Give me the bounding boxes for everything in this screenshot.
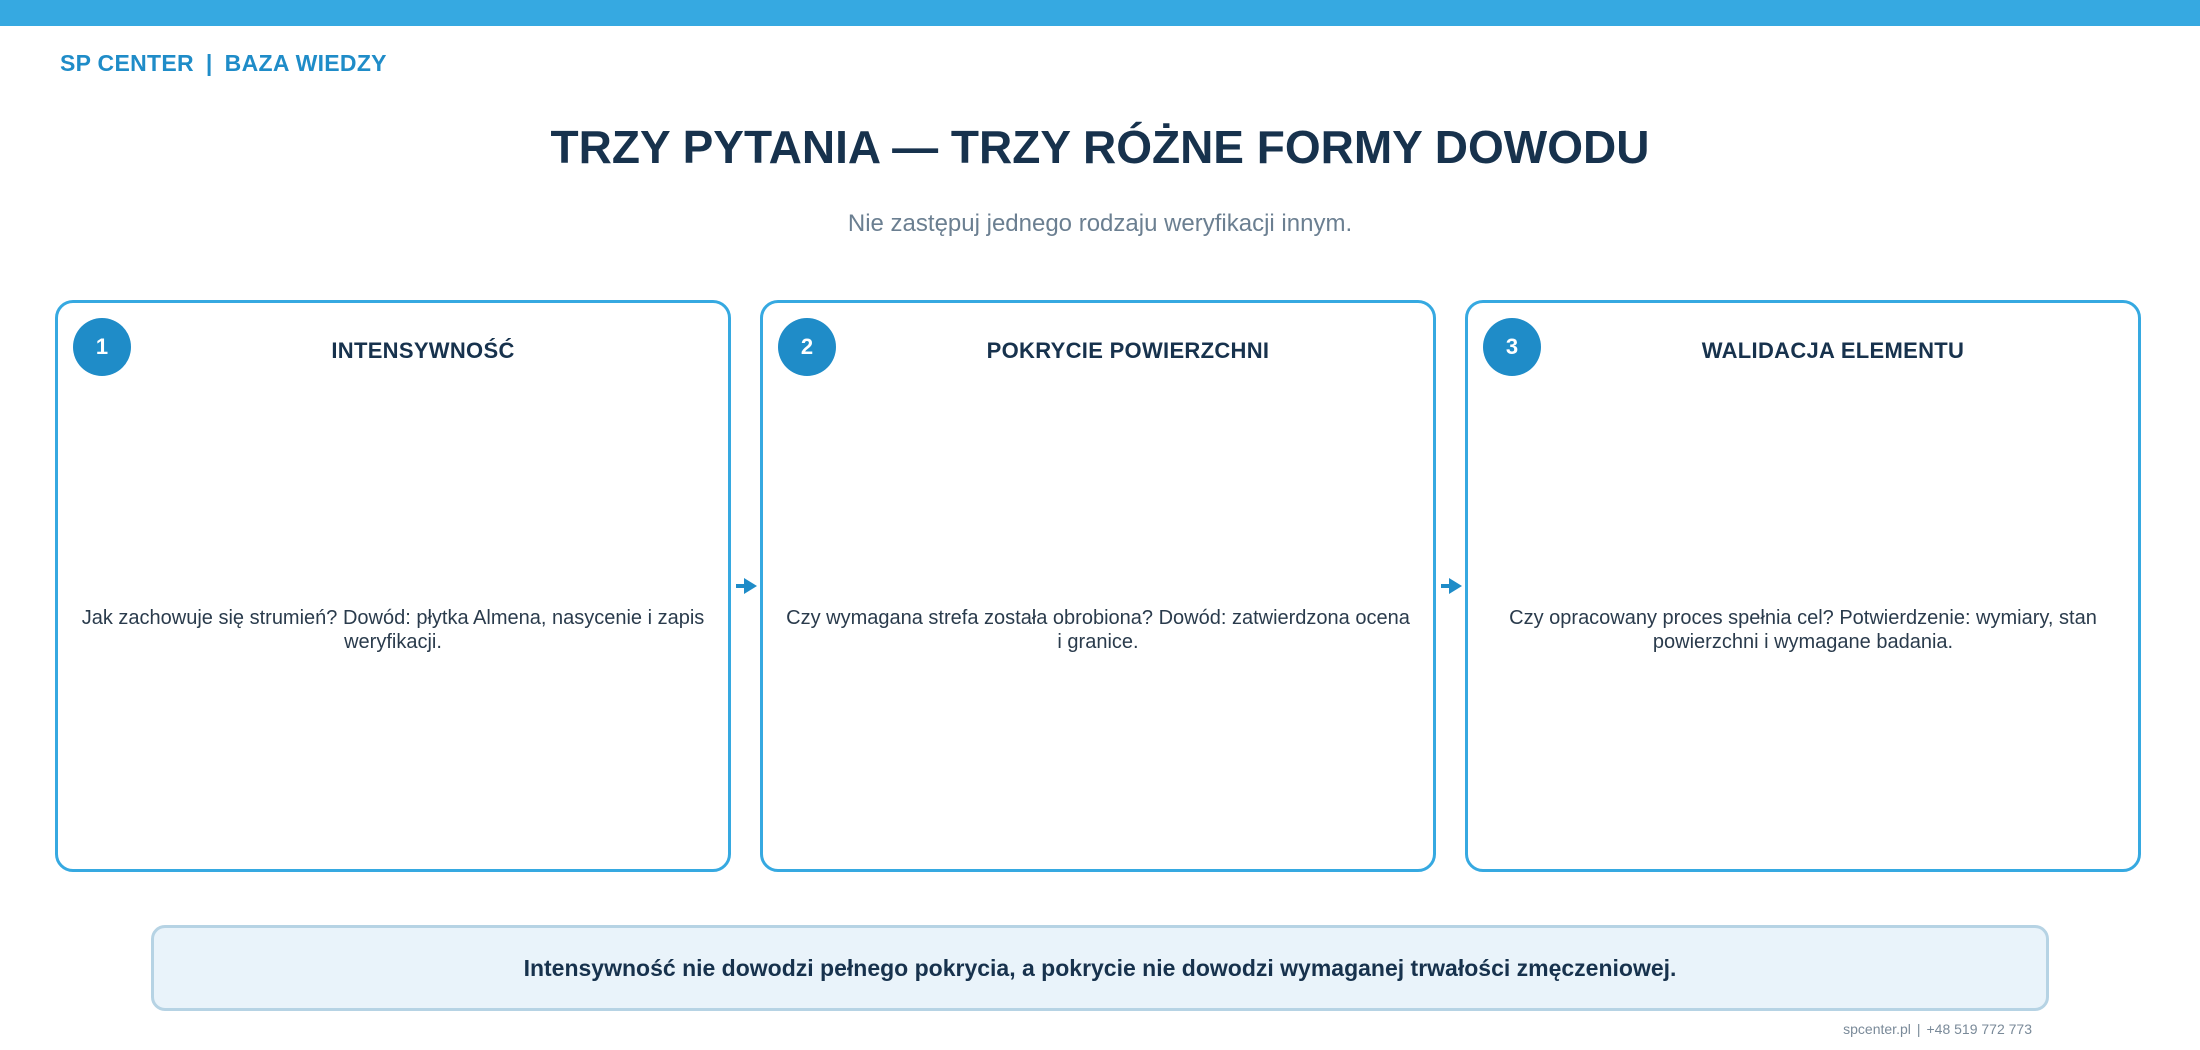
step-number-badge: 1 [73,318,131,376]
step-number-badge: 3 [1483,318,1541,376]
section-name: BAZA WIEDZY [224,50,387,76]
brand-header [60,50,387,77]
step-title: WALIDACJA ELEMENTU [1701,338,1965,363]
step-card-validation [1465,300,2141,872]
footer-phone: +48 519 772 773 [1926,1021,2032,1037]
step-description: Czy wymagana strefa została obrobiona? Dowód: zatwierdzona ocena i granice. [786,607,1410,653]
brand-name: SP CENTER [60,50,194,76]
step-title: POKRYCIE POWIERZCHNI [986,338,1270,363]
page-title: TRZY PYTANIA — TRZY RÓŻNE FORMY DOWODU [550,121,1650,173]
footer-contact [1843,1021,2032,1037]
page-subtitle: Nie zastępuj jednego rodzaju weryfikacji innym. [847,210,1353,237]
step-card-coverage [760,300,1436,872]
arrow-right-icon [1441,576,1463,596]
summary-callout: Intensywność nie dowodzi pełnego pokrycia, a pokrycie nie dowodzi wymaganej trwałości zmęczeniowej. [151,925,2049,1011]
step-card-intensity [55,300,731,872]
footer-website: spcenter.pl [1843,1021,1911,1037]
arrow-right-icon [736,576,758,596]
footer-separator: | [1916,1021,1921,1037]
brand-separator: | [205,50,213,76]
step-description: Czy opracowany proces spełnia cel? Potwierdzenie: wymiary, stan powierzchni i wymagane badania. [1509,607,2097,653]
step-description: Jak zachowuje się strumień? Dowód: płytka Almena, nasycenie i zapis weryfikacji. [81,607,705,653]
step-title: INTENSYWNOŚĆ [331,338,515,363]
step-number-badge: 2 [778,318,836,376]
top-accent-bar [0,0,2200,26]
